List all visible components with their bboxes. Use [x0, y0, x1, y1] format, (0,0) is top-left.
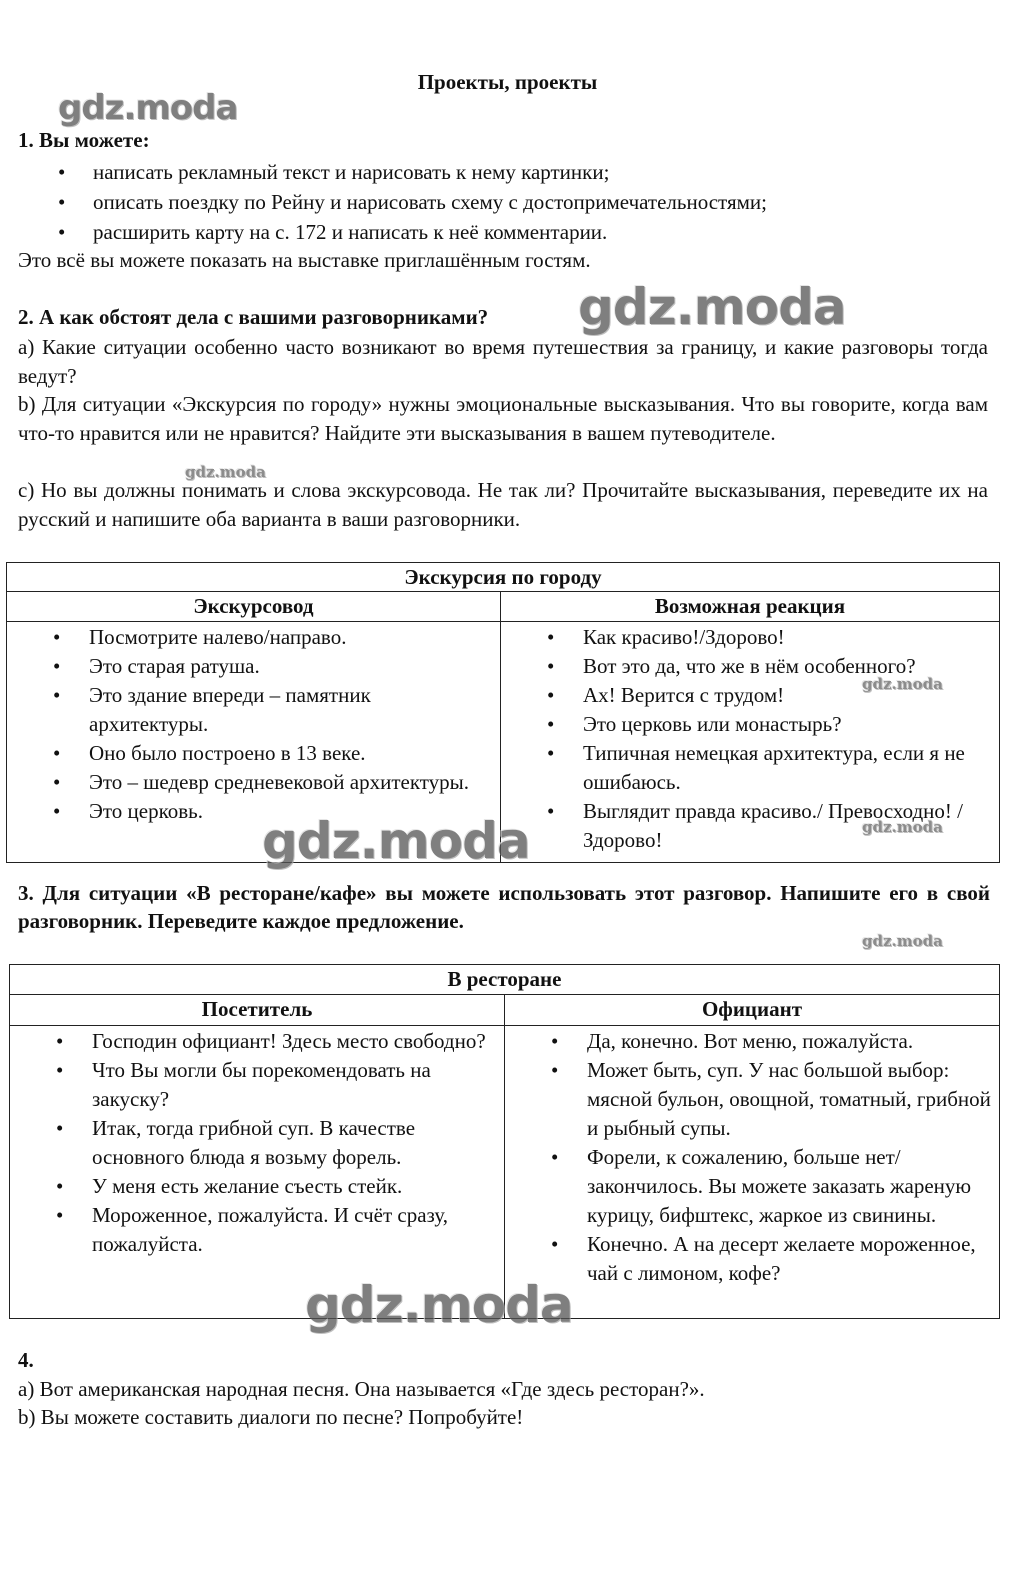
watermark-logo: gdz.moda [262, 812, 530, 870]
watermark-logo: gdz.moda [305, 1276, 573, 1334]
list-item: • Мороженное, пожалуйста. И счёт сразу, пожалуйста. [10, 1201, 504, 1259]
list-item: • Это церковь. [7, 797, 500, 826]
list-item: • Конечно. А на десерт желаете мороженное, чай с лимоном, кофе? [505, 1230, 999, 1288]
list-item: • Форели, к сожалению, больше нет/закончилось. Вы можете заказать жареную курицу, бифштекс, жаркое из свинины. [505, 1143, 999, 1230]
list-item: • Да, конечно. Вот меню, пожалуйста. [505, 1027, 999, 1056]
watermark-logo: gdz.moda [185, 463, 266, 481]
table-caption: Экскурсия по городу [7, 563, 999, 592]
section-1-heading: 1. Вы можете: [18, 128, 150, 152]
section-4-heading: 4. [18, 1348, 34, 1372]
table-caption: В ресторане [10, 965, 999, 995]
list-item: • Типичная немецкая архитектура, если я не ошибаюсь. [501, 739, 999, 797]
column-header-waiter: Официант [701, 997, 803, 1021]
list-item: • Это – шедевр средневековой архитектуры. [7, 768, 500, 797]
column-header-visitor: Посетитель [10, 995, 505, 1025]
list-item: • Вот это да, что же в нём особенного? [501, 652, 999, 681]
column-header-reaction: Возможная реакция [654, 594, 846, 618]
list-item: • расширить карту на с. 172 и написать к неё комментарии. [18, 217, 998, 247]
watermark-logo: gdz.moda [862, 818, 943, 836]
section-2-c: c) Но вы должны понимать и слова экскурсовода. Не так ли? Прочитайте высказывания, переведите их на русский и напишите оба варианта в ваши разговорники. [18, 478, 988, 531]
waiter-phrases [505, 1027, 999, 1288]
watermark-logo: gdz.moda [578, 278, 846, 336]
section-2-b: b) Для ситуации «Экскурсия по городу» нужны эмоциональные высказывания. Что вы говорите, когда вам что-то нравится или не нравится? Найдите эти высказывания в вашем путеводителе. [18, 392, 988, 445]
restaurant-table [9, 964, 1000, 1319]
list-item: • Итак, тогда грибной суп. В качестве основного блюда я возьму форель. [10, 1114, 504, 1172]
list-item: • Как красиво!/Здорово! [501, 623, 999, 652]
list-item: • Это церковь или монастырь? [501, 710, 999, 739]
list-item: • Это старая ратуша. [7, 652, 500, 681]
section-2-heading: 2. А как обстоят дела с вашими разговорниками? [18, 305, 489, 329]
list-item: • У меня есть желание съесть стейк. [10, 1172, 504, 1201]
list-item: • Господин официант! Здесь место свободно? [10, 1027, 504, 1056]
list-item: • Что Вы могли бы порекомендовать на закуску? [10, 1056, 504, 1114]
column-header-guide: Экскурсовод [7, 592, 501, 621]
section-1-list [18, 157, 998, 247]
section-3-heading: 3. Для ситуации «В ресторане/кафе» вы можете использовать этот разговор. Напишите его в свой разговорник. Переведите каждое предложение. [18, 881, 990, 933]
watermark-logo: gdz.moda [58, 88, 238, 128]
section-4-a: a) Вот американская народная песня. Она называется «Где здесь ресторан?». [18, 1377, 705, 1401]
list-item: • Выглядит правда красиво./ Превосходно! /Здорово! [501, 797, 999, 855]
list-item: • Это здание впереди – памятник архитектуры. [7, 681, 500, 739]
list-item: • написать рекламный текст и нарисовать к нему картинки; [18, 157, 998, 187]
list-item: • Ах! Верится с трудом! [501, 681, 999, 710]
watermark-logo: gdz.moda [862, 675, 943, 693]
section-2-a: a) Какие ситуации особенно часто возникают во время путешествия за границу, и какие разговоры тогда ведут? [18, 335, 988, 388]
list-item: • Оно было построено в 13 веке. [7, 739, 500, 768]
page-title: Проекты, проекты [417, 70, 598, 94]
guide-phrases [7, 623, 500, 826]
list-item: • описать поездку по Рейну и нарисовать схему с достопримечательностями; [18, 187, 998, 217]
list-item: • Может быть, суп. У нас большой выбор: мясной бульон, овощной, томатный, грибной и рыбный супы. [505, 1056, 999, 1143]
watermark-logo: gdz.moda [862, 932, 943, 950]
visitor-phrases [10, 1027, 504, 1259]
list-item: • Посмотрите налево/направо. [7, 623, 500, 652]
section-4-b: b) Вы можете составить диалоги по песне? Попробуйте! [18, 1405, 524, 1429]
section-1-closing: Это всё вы можете показать на выставке приглашённым гостям. [18, 248, 591, 272]
